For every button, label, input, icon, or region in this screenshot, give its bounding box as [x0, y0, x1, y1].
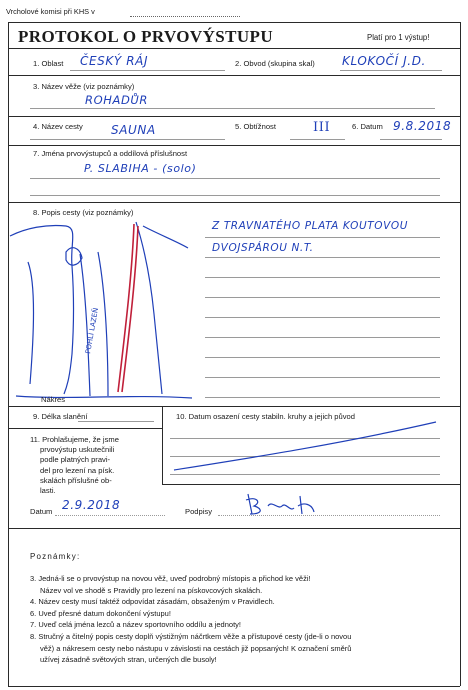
declaration-line-3: podle platných pravi-: [40, 455, 111, 465]
popis-label: 8. Popis cesty (viz poznámky): [33, 208, 134, 217]
note-7: 7. Uveď celá jména lezců a název sportovního oddílu a jednoty!: [30, 620, 241, 630]
podpisy-label: Podpisy: [185, 507, 213, 516]
declaration-line-2: prvovýstup uskutečnili: [40, 445, 115, 455]
row10-border: [162, 484, 460, 485]
popis-line-1: [205, 237, 440, 238]
row4-border: [8, 145, 460, 146]
popis-line-8: [205, 377, 440, 378]
row3-border: [8, 116, 460, 117]
popis-line-9: [205, 397, 440, 398]
row7-border: [8, 202, 460, 203]
sketch-left-rock: [10, 225, 74, 394]
bottom-border: [8, 686, 460, 687]
note-8b: věž) a nákresem cesty nebo nástupu v závislosti na cestách již popsaných! K označení směrů: [40, 643, 352, 653]
sketch-bushes: [66, 248, 82, 265]
sketch-chimney-right: [98, 252, 108, 396]
declaration-line-5: skalách příslušné ob-: [40, 475, 112, 485]
signature: [240, 486, 320, 520]
popis-line-5: [205, 317, 440, 318]
declaration-border: [8, 528, 460, 529]
sketch-left-rock-edge: [28, 262, 34, 384]
obvod-value[interactable]: KLOKOČÍ J.D.: [342, 54, 426, 68]
declaration-line-1: 11. Prohlašujeme, že jsme: [30, 435, 119, 444]
slaneni-label: 9. Délka slanění: [33, 412, 88, 421]
sketch-label: POHLÍ LAZEŇ: [84, 307, 101, 355]
jmena-label: 7. Jména prvovýstupců a oddílová příslušnost: [33, 149, 188, 158]
osazeni-label: 10. Datum osazení cesty stabiln. kruhy a jejich původ: [176, 412, 355, 421]
osazeni-strike: [170, 418, 440, 476]
sketch-right-rock: [136, 222, 162, 394]
nazev-cesty-value[interactable]: SAUNA: [111, 123, 156, 137]
sketch-right-face: [143, 226, 188, 248]
row9-border: [8, 428, 162, 429]
nazev-veze-label: 3. Název věže (viz poznámky): [33, 82, 135, 91]
jmena-line-2: [30, 195, 440, 196]
obtiznost-line: [290, 139, 345, 140]
popis-line-2: [205, 257, 440, 258]
sign-datum-value[interactable]: 2.9.2018: [62, 498, 121, 512]
note-8: 8. Stručný a čitelný popis cesty doplň výstižným náčrtkem věže a přístupové cesty (jde-li o novou: [30, 631, 352, 641]
committee-label: Vrcholové komisi při KHS v: [6, 7, 95, 16]
obtiznost-value[interactable]: III: [313, 120, 331, 135]
column-divider: [162, 406, 163, 484]
row1-border: [8, 75, 460, 76]
title-border: [8, 48, 460, 49]
note-6: 6. Uveď přesné datum dokončení výstupu!: [30, 608, 171, 618]
popis-value-line2[interactable]: DVOJSPÁROU N.T.: [212, 242, 314, 254]
sign-datum-line: [55, 515, 165, 516]
sign-datum-label: Datum: [30, 507, 53, 516]
datum-label: 6. Datum: [352, 122, 383, 131]
popis-line-4: [205, 297, 440, 298]
committee-line: [130, 16, 240, 17]
note-8c: užívej zásadně světových stran, určených dle busoly!: [40, 655, 217, 665]
declaration-text: [30, 435, 119, 496]
route-line-2: [122, 226, 138, 392]
obvod-line: [340, 70, 442, 71]
oblast-line: [70, 70, 225, 71]
row8-border: [8, 406, 460, 407]
route-sketch: [8, 214, 198, 406]
naznak-label: Nákres: [41, 395, 66, 404]
datum-line: [380, 139, 442, 140]
page-title: PROTOKOL O PRVOVÝSTUPU: [18, 27, 274, 46]
popis-line-3: [205, 277, 440, 278]
nazev-veze-line: [30, 108, 435, 109]
frame-left: [8, 22, 9, 686]
nazev-cesty-label: 4. Název cesty: [33, 122, 83, 131]
oblast-label: 1. Oblast: [33, 59, 64, 68]
datum-value[interactable]: 9.8.2018: [393, 119, 452, 133]
declaration-line-6: lasti.: [40, 486, 56, 496]
notes-heading: Poznámky:: [30, 552, 81, 561]
jmena-line-1: [30, 178, 440, 179]
note-3b: Název vol ve shodě s Pravidly pro lezení na pískovcových skalách.: [40, 585, 263, 595]
top-border: [8, 22, 460, 23]
nazev-cesty-line: [30, 139, 225, 140]
notes-list: [30, 573, 351, 666]
note-4: 4. Název cesty musí taktéž odpovídat zásadám, obsaženým v Pravidlech.: [30, 597, 275, 607]
note-3: 3. Jedná-li se o prvovýstup na novou věž, uveď podrobný místopis a přichod ke věži!: [30, 574, 311, 583]
oblast-value[interactable]: ČESKÝ RÁJ: [80, 54, 149, 68]
frame-right: [460, 22, 461, 686]
popis-line-7: [205, 357, 440, 358]
nazev-veze-value[interactable]: ROHADŮR: [85, 93, 149, 107]
popis-value-line1[interactable]: Z TRAVNATÉHO PLATA KOUTOVOU: [212, 220, 409, 232]
popis-line-6: [205, 337, 440, 338]
obvod-label: 2. Obvod (skupina skal): [235, 59, 315, 68]
jmena-value[interactable]: P. SLABIHA - (solo): [84, 162, 197, 175]
declaration-line-4: del pro lezení na písk.: [40, 465, 115, 475]
validity-note: Platí pro 1 výstup!: [367, 33, 430, 42]
slaneni-line: [78, 421, 154, 422]
obtiznost-label: 5. Obtížnost: [235, 122, 276, 131]
